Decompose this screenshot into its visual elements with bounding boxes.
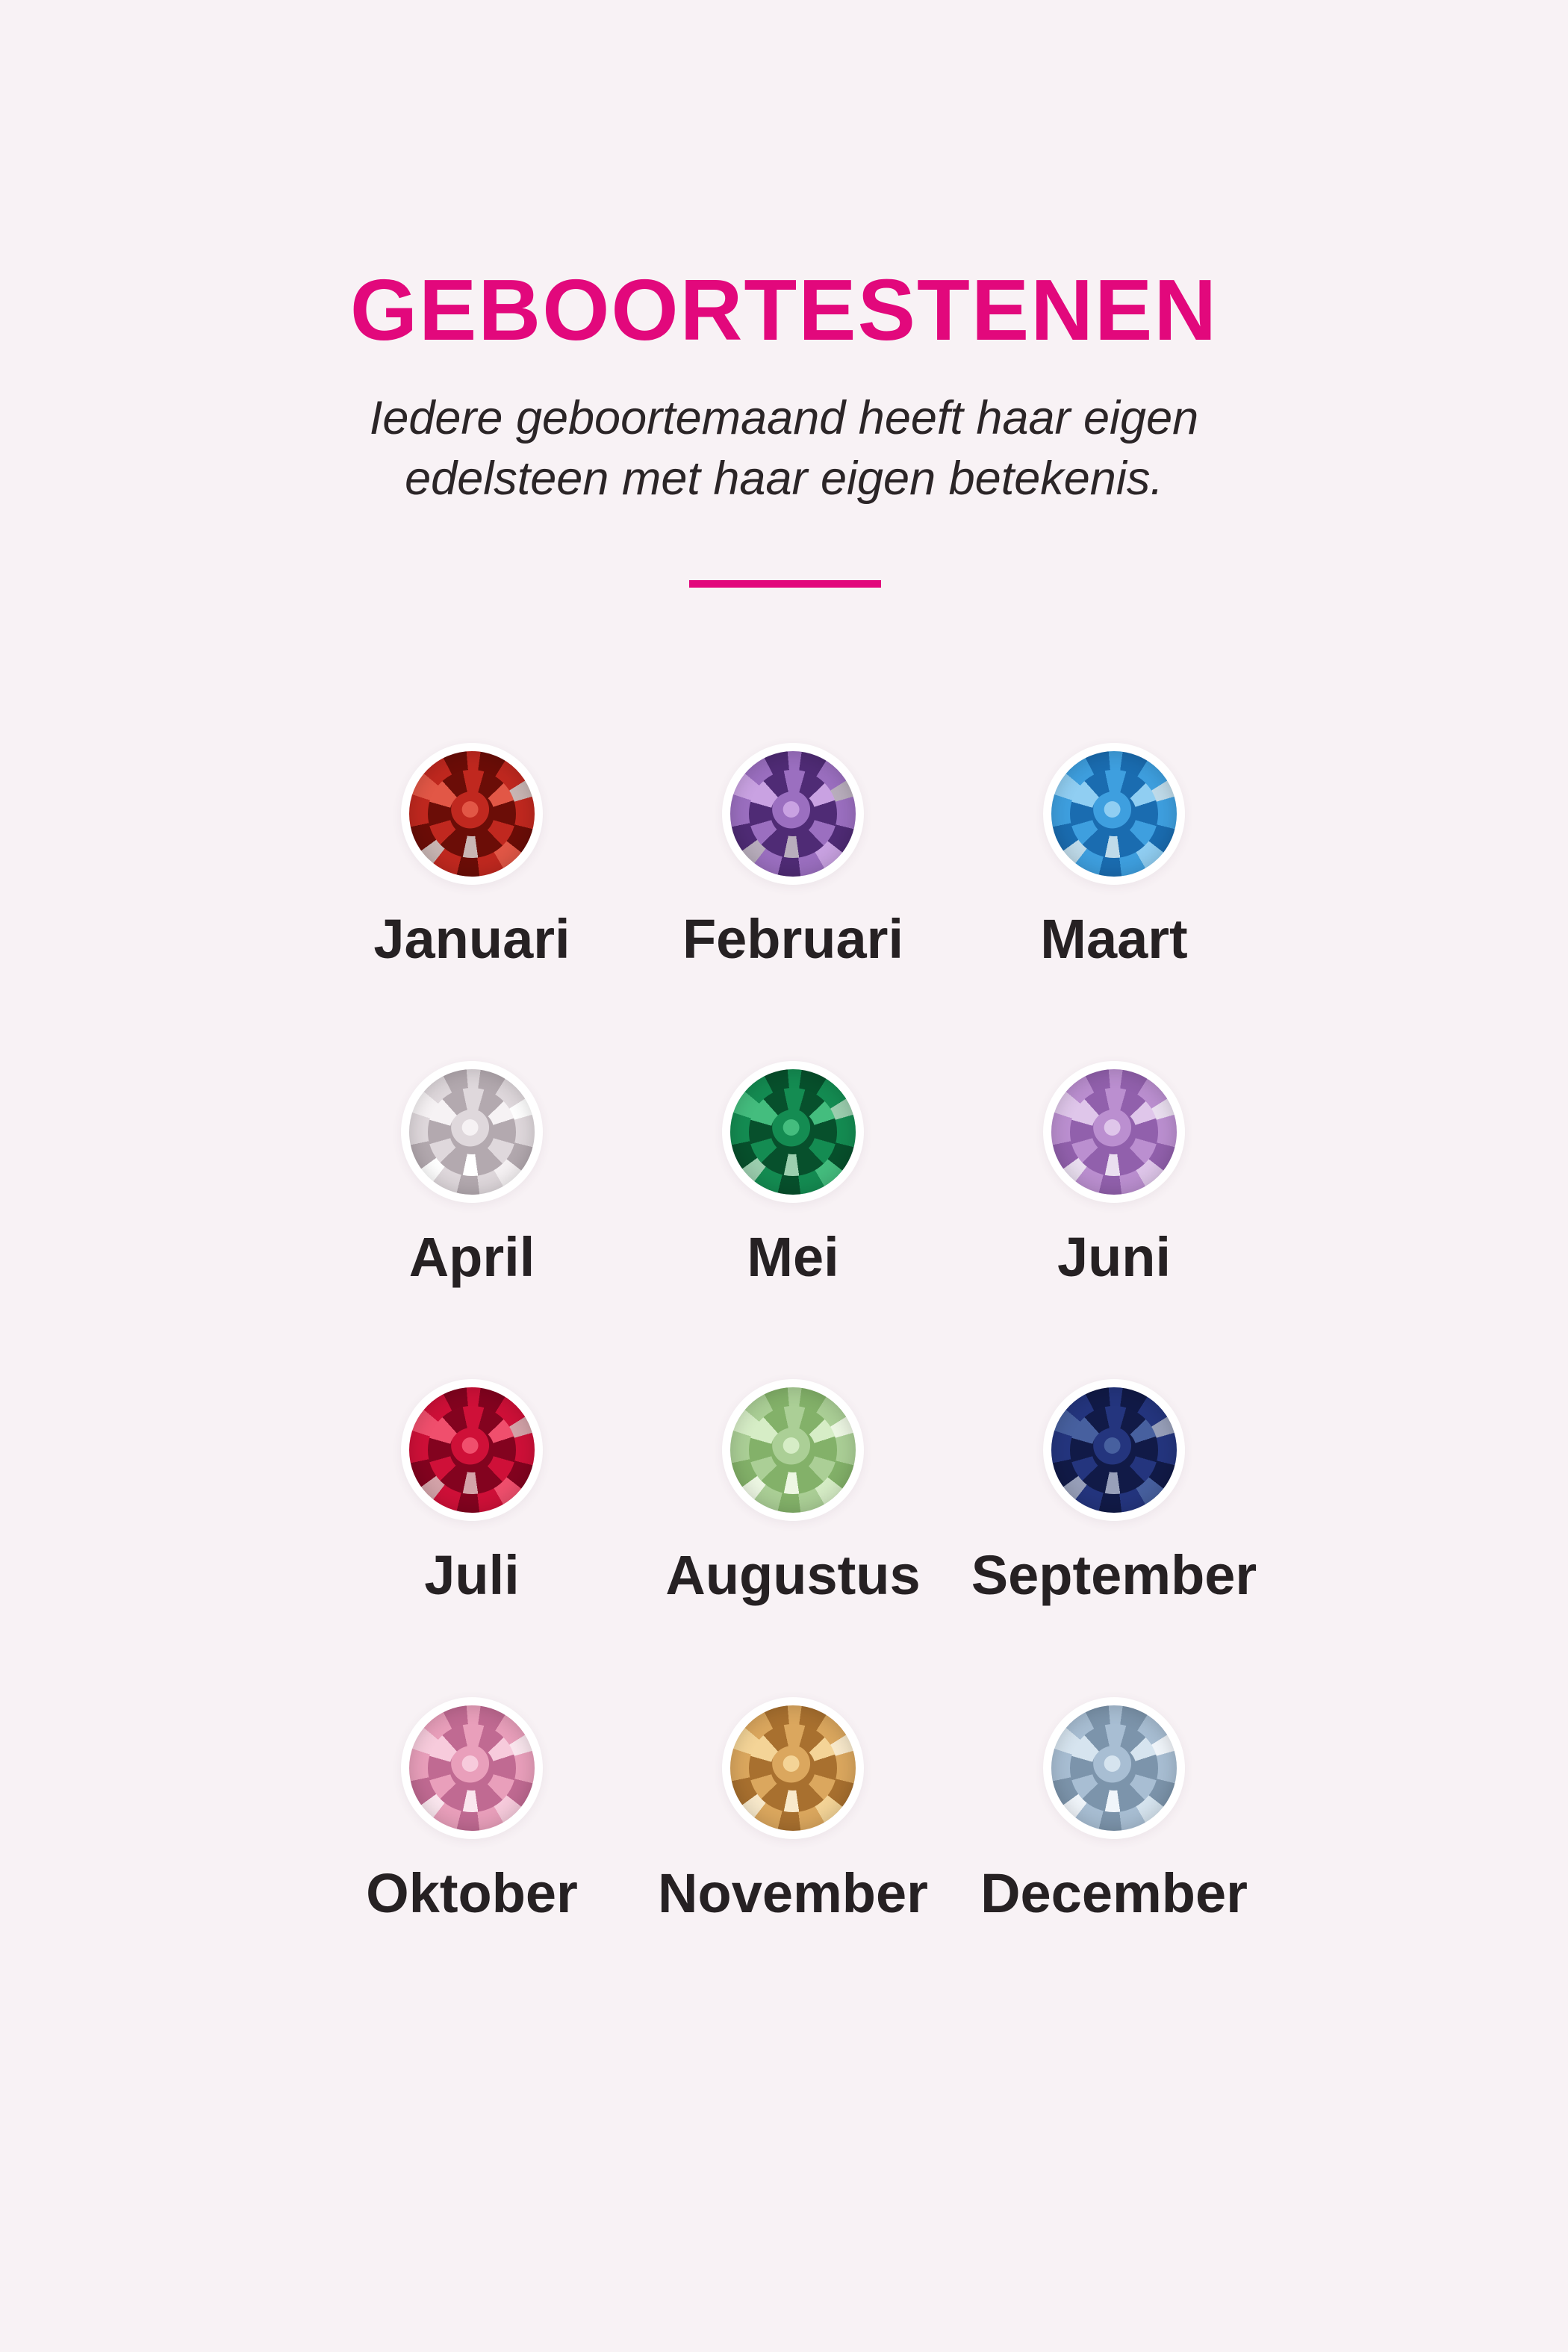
month-cell [401,1379,543,1608]
gem-ring [1043,1061,1185,1203]
month-cell [366,1697,578,1926]
gem-ring [722,1379,864,1521]
month-cell [980,1697,1248,1926]
month-label: Augustus [665,1544,921,1606]
month-label: Maart [1040,908,1188,970]
month-label: Februari [682,908,904,970]
month-cell [1040,743,1187,971]
gem-ring [401,1379,543,1521]
page-title: GEBOORTESTENEN [349,261,1219,358]
month-grid [311,743,1275,1926]
gem-ring [722,1061,864,1203]
month-label: November [658,1862,928,1924]
gem-icon [409,1387,535,1513]
subtitle-line-1: Iedere geboortemaand heeft haar eigen [369,392,1199,444]
month-cell [682,743,903,971]
gem-ring [1043,1379,1185,1521]
month-cell [373,743,570,971]
gem-icon [409,1705,535,1831]
gem-icon [730,751,856,877]
gem-ring [722,743,864,885]
divider-line [689,580,881,588]
gem-ring [401,1061,543,1203]
month-label: Juli [424,1544,520,1606]
month-label: Oktober [366,1862,578,1924]
month-label: Mei [747,1226,839,1288]
gem-icon [409,1069,535,1195]
gem-icon [730,1069,856,1195]
month-label: April [408,1226,535,1288]
month-label: December [980,1862,1248,1924]
month-cell [971,1379,1257,1608]
month-cell [401,1061,543,1289]
gem-icon [1051,1387,1177,1513]
month-label: Juni [1057,1226,1172,1288]
gem-icon [1051,751,1177,877]
month-cell [658,1697,928,1926]
subtitle [0,388,1568,509]
gem-ring [401,1697,543,1839]
month-label: Januari [373,908,570,970]
month-label: September [971,1544,1257,1606]
gem-ring [1043,743,1185,885]
gem-icon [730,1705,856,1831]
subtitle-line-2: edelsteen met haar eigen betekenis. [405,452,1163,505]
gem-ring [401,743,543,885]
gem-icon [1051,1069,1177,1195]
gem-icon [730,1387,856,1513]
month-cell [1043,1061,1185,1289]
gem-icon [1051,1705,1177,1831]
gem-icon [409,751,535,877]
month-cell [722,1061,864,1289]
month-cell [665,1379,920,1608]
gem-ring [1043,1697,1185,1839]
gem-ring [722,1697,864,1839]
